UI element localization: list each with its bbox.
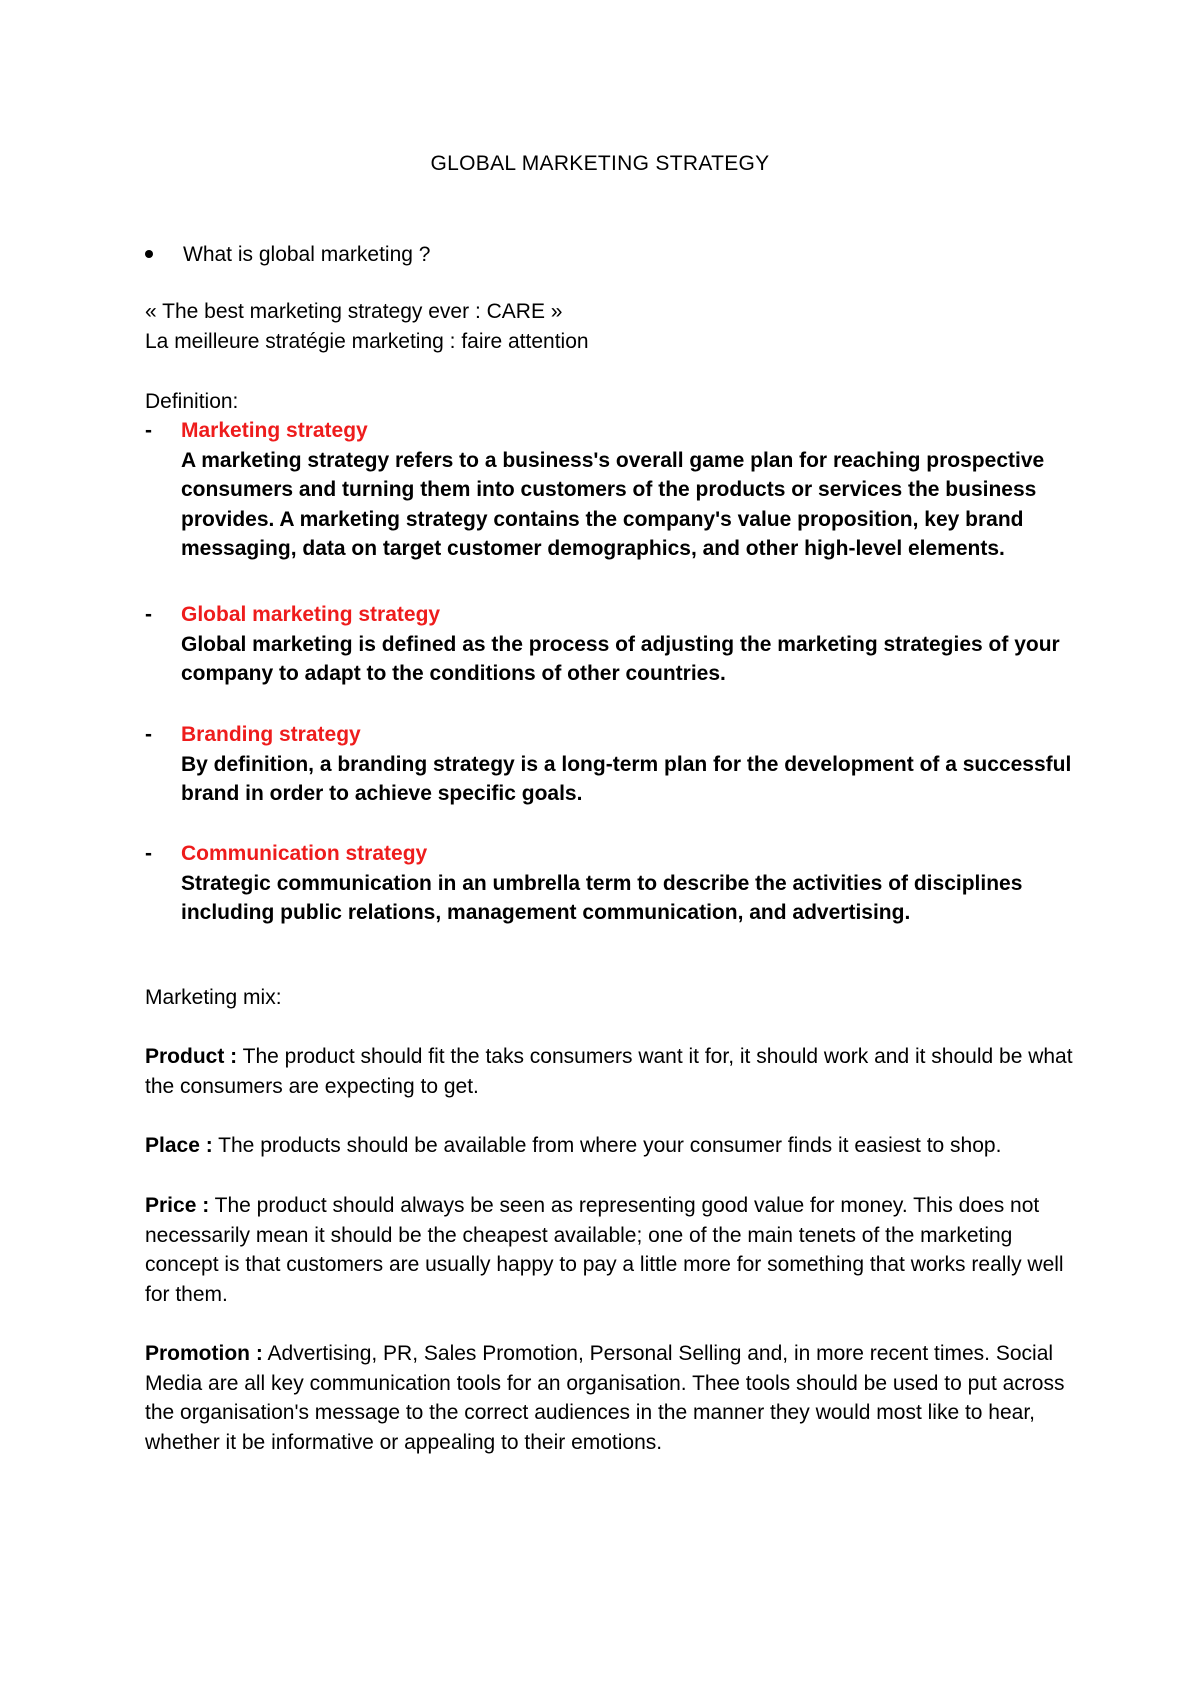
- definition-text: Strategic communication in an umbrella term to describe the activities of disciplines including public relations, management communication, and advertising.: [181, 871, 1023, 924]
- definition-label: Definition:: [145, 390, 239, 413]
- definition-term: Communication strategy: [181, 842, 428, 865]
- mix-item-product: [145, 1042, 1080, 1101]
- definition-text: Global marketing is defined as the process of adjusting the marketing strategies of your company to adapt to the conditions of other countries.: [181, 632, 1060, 685]
- definition-heading: [145, 720, 1085, 750]
- dash-marker: -: [145, 723, 152, 746]
- definition-heading: [145, 600, 1085, 630]
- mix-term: Price :: [145, 1194, 210, 1217]
- quote-french: La meilleure stratégie marketing : faire attention: [145, 329, 589, 353]
- mix-text: The products should be available from where your consumer finds it easiest to shop.: [212, 1134, 1002, 1157]
- mix-term: Promotion :: [145, 1342, 263, 1365]
- dash-marker: -: [145, 419, 152, 442]
- definition-heading: [145, 839, 1085, 869]
- definition-term: Marketing strategy: [181, 419, 368, 442]
- mix-item-price: [145, 1191, 1080, 1309]
- bullet-dot-icon: [145, 250, 153, 258]
- definition-text: By definition, a branding strategy is a long-term plan for the development of a successful brand in order to achieve specific goals.: [181, 752, 1072, 805]
- bullet-item: [145, 240, 430, 270]
- mix-text: The product should fit the taks consumers want it for, it should work and it should be what the consumers are expecting to get.: [145, 1045, 1073, 1098]
- mix-term: Place :: [145, 1134, 213, 1157]
- marketing-mix-label: Marketing mix:: [145, 986, 282, 1009]
- mix-text: The product should always be seen as representing good value for money. This does not necessarily mean it should be the cheapest available; one of the main tenets of the marketing concept is that customers are usually happy to pay a little more for something that works really well for them.: [145, 1194, 1064, 1306]
- definition-marketing-strategy: [145, 416, 1085, 564]
- definition-text: A marketing strategy refers to a business's overall game plan for reaching prospective consumers and turning them into customers of the products or services the business provides. A marketing strategy contains the company's value proposition, key brand messaging, data on target customer demographics, and other high-level elements.: [181, 448, 1045, 560]
- definition-term: Branding strategy: [181, 723, 361, 746]
- definition-global-marketing-strategy: [145, 600, 1085, 689]
- mix-item-promotion: [145, 1339, 1080, 1457]
- definition-branding-strategy: [145, 720, 1085, 809]
- bullet-question: What is global marketing ?: [183, 243, 431, 266]
- dash-marker: -: [145, 842, 152, 865]
- definition-communication-strategy: [145, 839, 1085, 928]
- quote-english: « The best marketing strategy ever : CARE »: [145, 300, 563, 323]
- mix-text: Advertising, PR, Sales Promotion, Personal Selling and, in more recent times. Social Media are all key communication tools for an organisation. Thee tools should be used to put across the organisation's message to the correct audiences in the manner they would most like to hear, whether it be informative or appealing to their emotions.: [145, 1342, 1065, 1454]
- dash-marker: -: [145, 603, 152, 626]
- definition-heading: [145, 416, 1085, 446]
- quote-block: [145, 297, 1085, 356]
- document-title: GLOBAL MARKETING STRATEGY: [430, 152, 770, 175]
- mix-item-place: [145, 1131, 1080, 1161]
- definition-term: Global marketing strategy: [181, 603, 441, 626]
- mix-term: Product :: [145, 1045, 238, 1068]
